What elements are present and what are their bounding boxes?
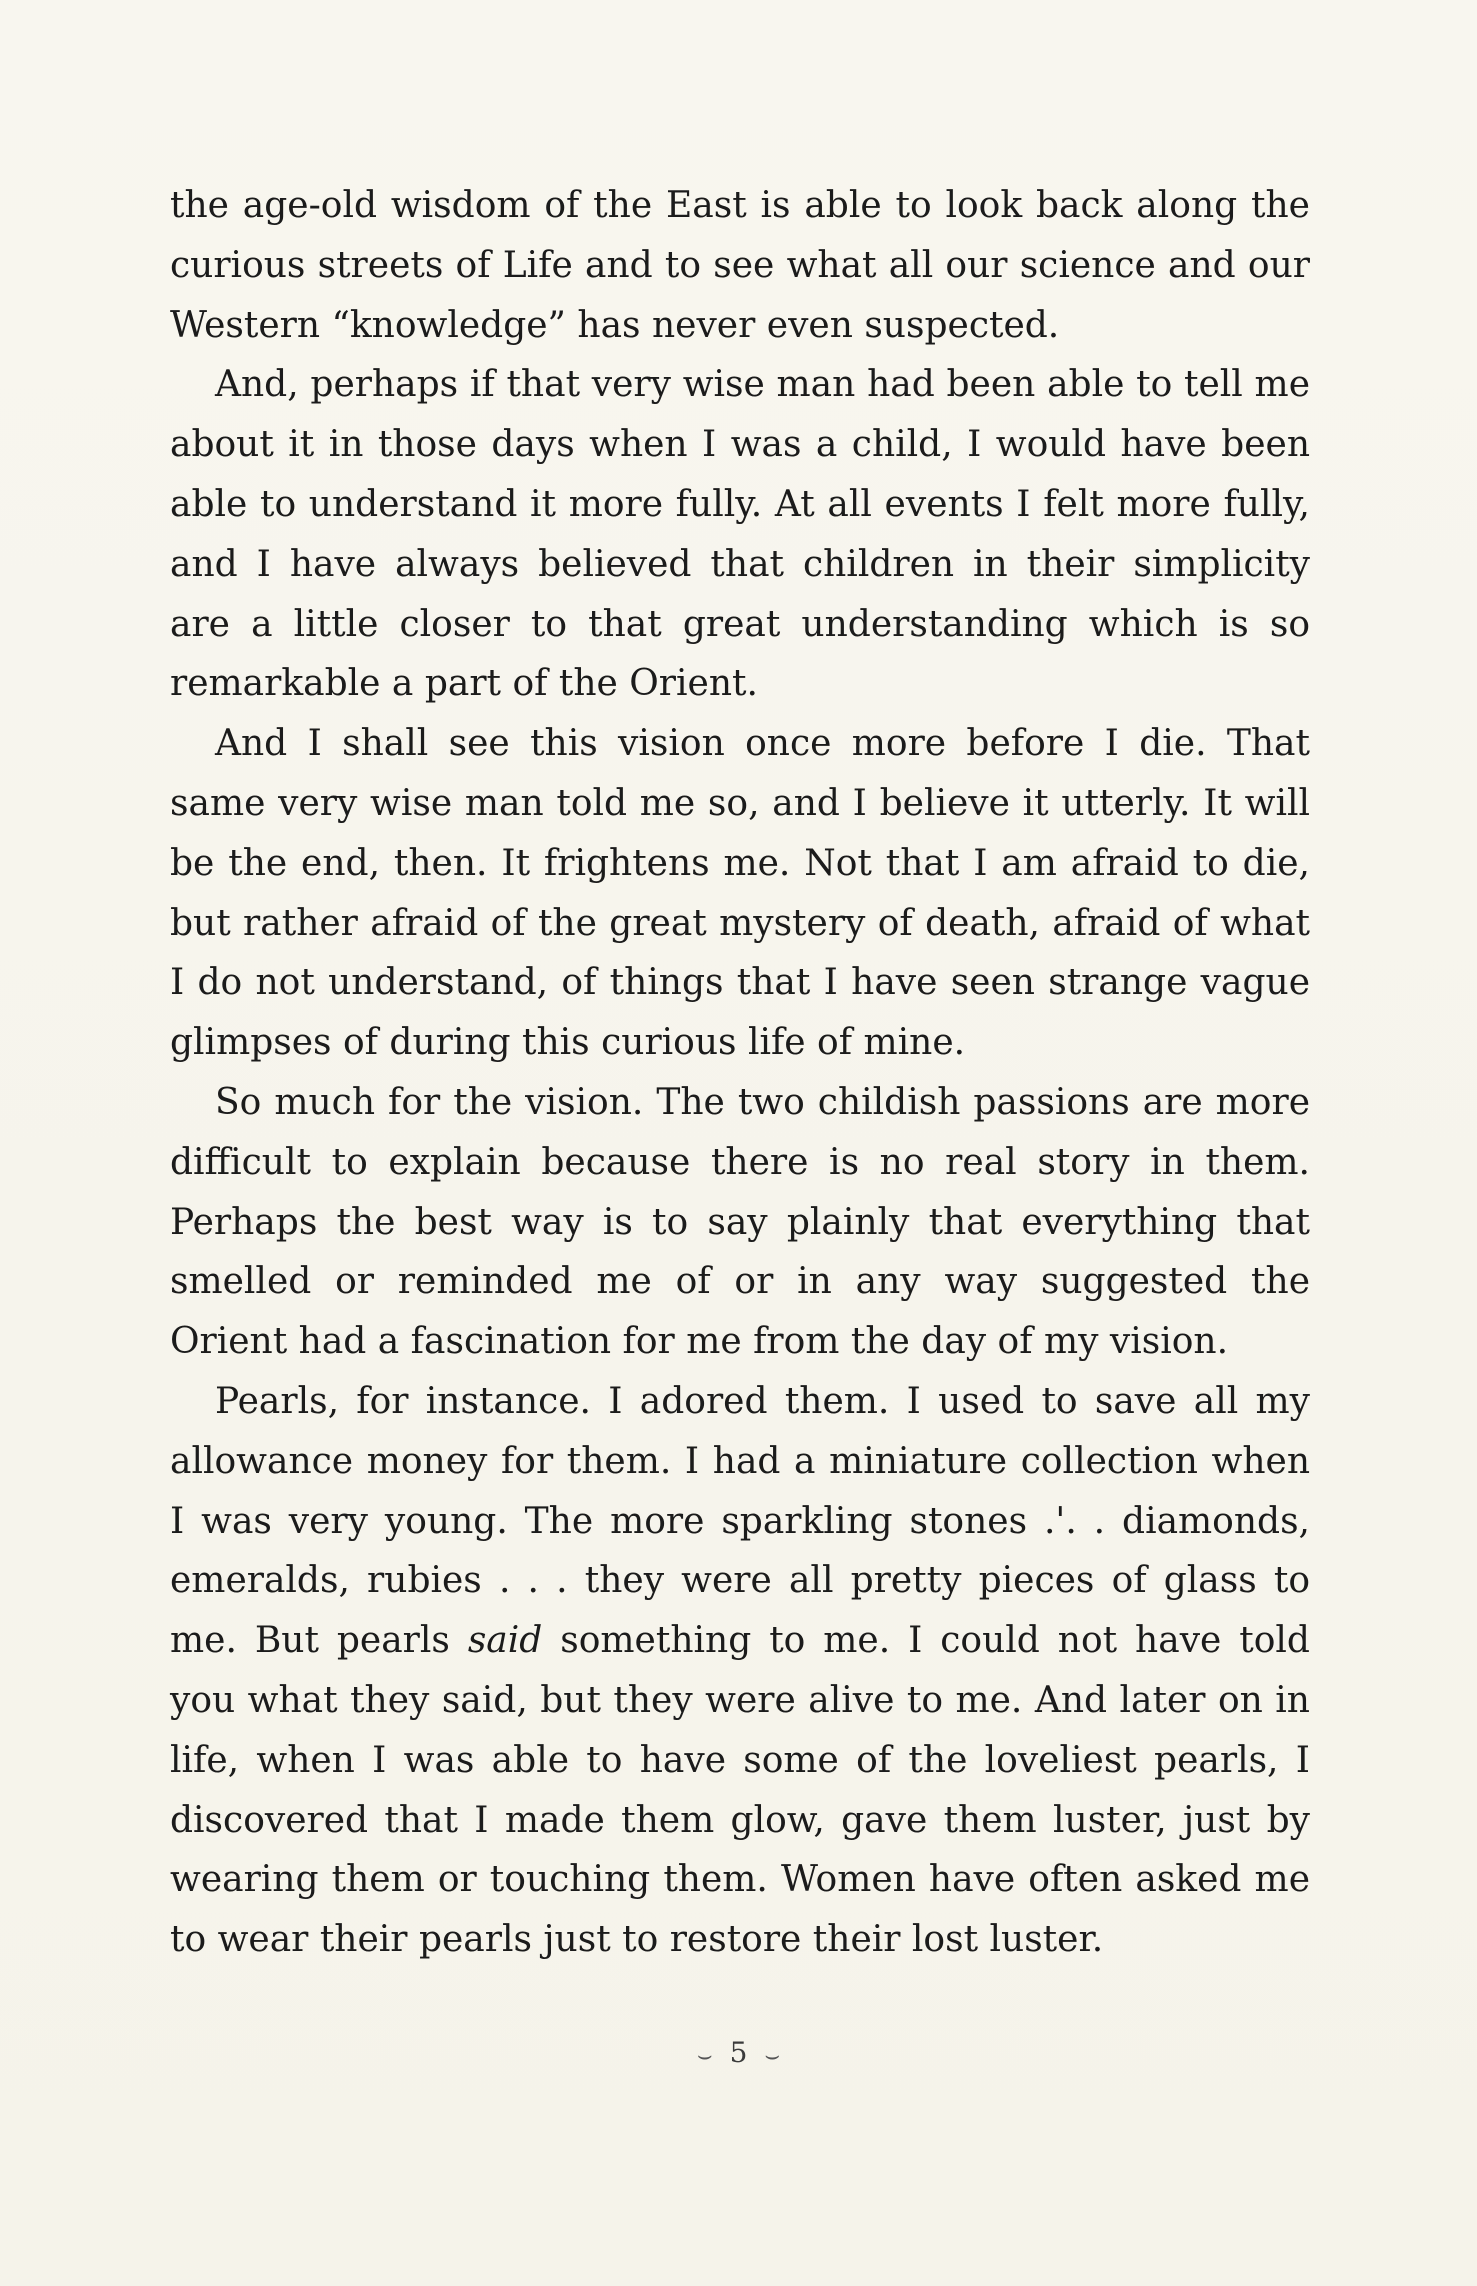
- right-ornament-icon: ⌣: [764, 2040, 781, 2069]
- paragraph-2: And, perhaps if that very wise man had been able to tell me about it in those days when I was a child, I would have been able to understand it more fully. At all events I felt more fully, and I have always believed that children in their simplicity are a little closer to that great understanding which is so remarkable a part of the Orient.: [170, 364, 1310, 705]
- paragraph-5-part-b: something to me. I could not have told you what they said, but they were alive to me. And later on in life, when I was able to have some of the loveliest pearls, I discovered that I made them glow, gave them luster, just by wearing them or touching them. Women have often asked me to wear their pearls just to restore their lost luster.: [170, 1620, 1310, 1961]
- page-number-folio: [0, 2036, 1477, 2069]
- paragraph-5-emphasis: said: [467, 1620, 543, 1662]
- body-text: [170, 176, 1310, 1970]
- left-ornament-icon: ⌣: [696, 2040, 713, 2069]
- paragraph-3: And I shall see this vision once more before I die. That same very wise man told me so, and I believe it utterly. It will be the end, then. It frightens me. Not that I am afraid to die, but rather afraid of the great mystery of death, afraid of what I do not understand, of things that I have seen strange vague glimpses of during this curious life of mine.: [170, 723, 1310, 1064]
- page-number: 5: [729, 2036, 748, 2069]
- paragraph-5: [170, 1372, 1310, 1970]
- paragraph-5-part-a: Pearls, for instance. I adored them. I used to save all my allowance money for them. I had a miniature collection when I was very young. The more sparkling stones .'. . diamonds, emeralds, rubies . . . they were all pretty pieces of glass to me. But pearls: [170, 1380, 1310, 1662]
- paragraph-1: the age-old wisdom of the East is able to look back along the curious streets of Life and to see what all our science and our Western “knowledge” has never even suspected.: [170, 185, 1310, 346]
- paragraph-4: So much for the vision. The two childish passions are more difficult to explain because there is no real story in them. Perhaps the best way is to say plainly that everything that smelled or reminded me of or in any way suggested the Orient had a fascination for me from the day of my vision.: [170, 1081, 1310, 1363]
